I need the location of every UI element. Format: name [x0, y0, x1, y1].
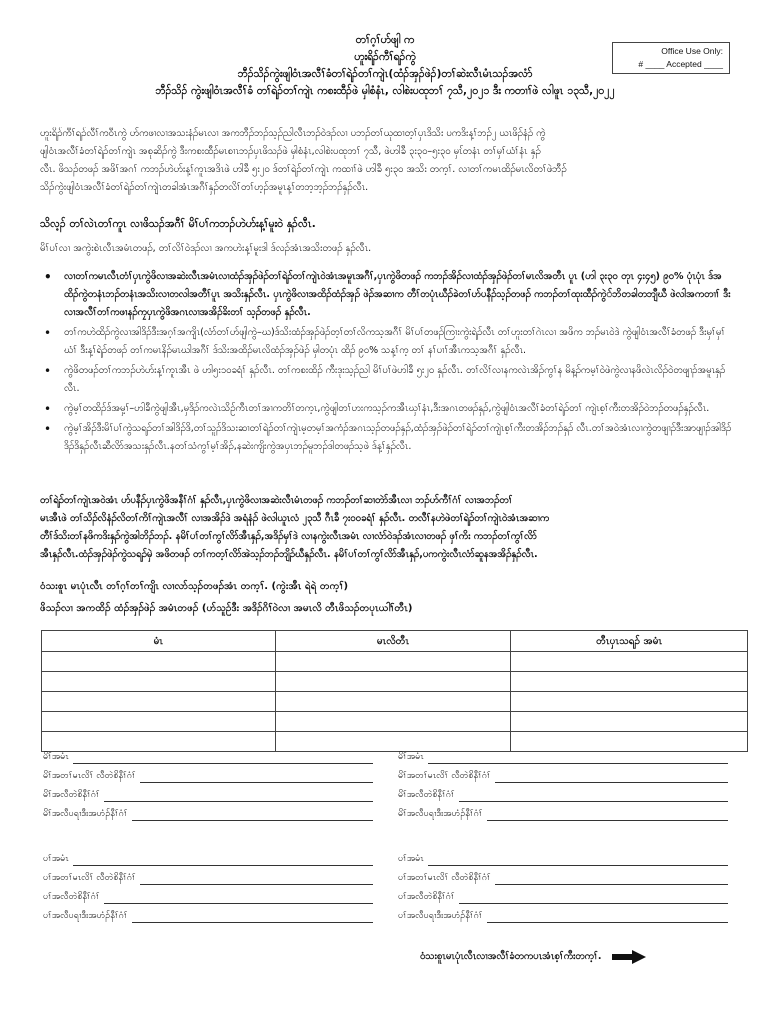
- sig-row: [398, 866, 728, 885]
- sig-row: [43, 783, 373, 802]
- father-home-phone-label: ပၢ်အလီပရၢဒီးအဟံၣ်နီၢ်ဂံၢ်: [43, 911, 128, 921]
- students-heading: ဖိသၣ်လၢ အကထိၣ် ထံၣ်အှၣ်ဖဲၣ် အမံၤတဖၣ် (ဟ်သူဉ်ဒီး အဒိၣ်ဂိၢ်ဝဲလၢ အမၤလိ တီၤဖိသၣ်တပုၤယါၢ်တီၤ): [40, 603, 413, 614]
- list-item: • ကွဲမ့ၢ်တထိၣ်ဒ်အမှ့ၢ်–ဟါခီကွဲဖျါအီၤ,မှဒိၣ်ကလဲၤသိဉ်ကီၤတၢ်အၢကတိၢ်တက့ၤ,ကွဲဖျါတၢ်ဟးကသ့ၣ်ကအီၤဃှၢ်နံၤ,ဒီးအဂၤတဖၣ်နှၣ်,ကွဲဖျါဝံၤအလီၢ်ခံတၢ်ရဲၣ်တၢ် ကျဲၤစ့ၢ်ကီးတအိၣ်ဝဲဘၣ်တဖၣ်နှၣ်လီၤ.: [40, 400, 735, 418]
- father-work-phone-field[interactable]: [495, 872, 728, 885]
- father-name-field[interactable]: [73, 853, 373, 866]
- footer-text: ဝံသးစူၤမၤပုံၤလီၤလၢအလီၢ်ခံတကပၤအံၤစ့ၢ်ကီးတက့ၢ်.: [420, 951, 602, 962]
- father-info-left: [43, 847, 373, 923]
- column-header-teacher: တီၤပှၤသရၣ် အမံၤ: [511, 631, 748, 652]
- table-cell[interactable]: [511, 692, 748, 712]
- closing-paragraph: [40, 492, 735, 564]
- title-line-1: တၢ်ဂ့ၢ်ဟ်ဖျါ က: [355, 34, 415, 46]
- mother-phone-label: မိၢ်အလီတဲစိနီၢ်ဂံၢ်: [43, 790, 100, 800]
- mother-name-label: မိၢ်အမံၤ: [398, 752, 424, 762]
- title-line-2: ဟူးရိၣ်ကီၢ်ရၣ်ကွဲ: [354, 51, 416, 63]
- sig-row: [398, 802, 728, 821]
- sig-row: [43, 904, 373, 923]
- closing-line: တီၢ်ဒ်သိးတၢ်နဖိကဒိးနှၣ်ကွဲအါဘိၣ်ဘၣ်. နမိၢ်ပၢ်တၢ်ကွၢ်လိာ်အီၤနှၣ်,အဒိၣ်မှၢ်ဒဲ လၢနကွဲးလီၤအမံၤ လၢလံာ်ဝဲဒၣ်အံၤလၢတဖၣ် ဖှၢ်ကိး ကဘၣ်တၢ်ကွၢ်လိာ်: [40, 531, 537, 542]
- table-row: [42, 652, 748, 672]
- office-use-accepted: # ____ Accepted ____: [638, 59, 723, 69]
- column-header-name: မံၤ: [42, 631, 276, 652]
- table-cell[interactable]: [42, 652, 276, 672]
- mother-home-phone-label: မိၢ်အလီပရၢဒီးအဟံၣ်နီၢ်ဂံၢ်: [43, 809, 128, 819]
- list-item: • ကွဲဖိတဖၣ်တၢ်ကဘၣ်ဟဲဟ်းန့ၢ်ကူၤအီၤ ဖဲ ဟါ၅း၁၀ခရံၢ် နှၣ်လီၤ. တၢ်ကစးထိၣ် ကီးဒုးသ့ၣ်ညါ မိၢ်ပၢ်ဖဲဟါခီ ၅း၂၀ နှၣ်လီၤ. တၢ်လိၢ်လၢနကလဲၤအိၣ်ကွၢ်န မိန့ၣ်ကမ့ၢ်ဝဲဖဲကွဲလၢနဖိလဲၤလိၣ်ဝဲတဖျၢၣ်အမူၤနှၣ်လီၤ.: [40, 362, 735, 398]
- table-row: [42, 712, 748, 732]
- sig-row: [43, 866, 373, 885]
- closing-line: မၤအီၤဖဲ တၢ်သိၣ်လိနံၣ်လိတၢ်ကိၢ်ကျဲၤအလီၢ် လၢအအိၣ်ဒဲ အရံနံၣ် ဖဲလါယူၤလံ ၂၃သီ ဂီၤခီ ၇း၀၀ခရံၢ် နှၣ်လီၤ. တလီၢ်နဟဲဖဲတၢ်ရဲၣ်တၢ်ကျဲၤဝဲအံၤအဆၢက: [40, 513, 550, 524]
- mother-info-left: [43, 745, 373, 821]
- list-item: • တၢ်ကဟဲထိၣ်ကွဲလၢအါဒိၣ်ဒီးအဂ့ၢ်အကျိၤ(လံာ်တၢ်ဟ်ဖျါကွဲ–ဃ)ဒ်သိးထံၣ်အှၣ်ဖဲၣ်တ့ၢ်တၢ်လိကသ့အဂီၢ် မိၢ်ပၢ်တဖၣ်ကြၢးကွဲးရဲၣ်လီၤ တၢ်ဟူးတၢ်ဂဲၤလၢ အဖိက ဘၣ်မၤဝဲဒဲ ကွဲဖျါဝံၤအလီၢ်ခံတဖၣ် ဒီးမှၢ်မှၢ်ဃံၢ် ဒီးန့ၢ်ရဲၣ်တဖၣ် တၢ်ကမၤနိၣ်မၤဃါအဂီၢ် ဒ်သိးအထိၣ်မၤလိထံၣ်အှၣ်ဖဲၣ် မှါတပုံၤ ထိၣ် ၉၀% သန့ၢ်က့ တၢ် နၢ်ပၢၢ်အီၤကသ့အဂီၢ် နှၣ်လီၤ.: [40, 324, 735, 360]
- table-header-row: [42, 631, 748, 652]
- arrow-right-icon: [612, 950, 646, 964]
- sig-row: [43, 745, 373, 764]
- table-cell[interactable]: [511, 712, 748, 732]
- sig-row: [43, 802, 373, 821]
- table-cell[interactable]: [275, 672, 511, 692]
- intro-paragraph: [40, 125, 735, 197]
- footer-note: [420, 950, 646, 964]
- father-work-phone-label: ပၢ်အတၢ်မၤလိၢ် လီတဲစိနီၢ်ဂံၢ်: [43, 873, 136, 883]
- list-item: • လၢတၢ်ကမၤလီၤတံၢ်ပှၤကွဲဖိလၢအဆဲးလီၤအမံၤလၢထံၣ်အှၣ်ဖဲၣ်တၢ်ရဲၣ်တၢ်ကျဲၤဝဲအံၤအမူၤအဂီၢ်,ပှၤကွဲဖိတဖၣ် ကဘၣ်အိၣ်လၢထံၣ်အှၣ်ဖဲၣ်တၢ်မၤလိအတီၤ ပူၤ (ဟါ ၃း၃၀ တုၤ ၄း၄၅) ၉၀% ပုံၤပုံၤ ဒ်အထိၣ်ကွဲတနံၤဘၣ်တနံၤအသိးလၢတလါအတီၢ်ပူၤ အသိးနှၣ်လီၤ. ပှၤကွဲဖိလၢအထိၣ်ထံၣ်အှၣ် ဖဲၣ်အဆၢက တီၢ်တပုံၤဃီၣ်ခဲတၢ်ဟ်ပနီၣ်သ့ၣ်တဖၣ် ကဘၣ်တၢ်ထုးထီၣ်ကွဲ်ဘိတခါတဘျီဃီ ဖဲလါအကတၢၢ် ဒီးလၢအလီၢ်တၢ်ကဖၢနၣ်ကၠပှၤကွဲဖိအဂၤလၢအအိၣ်ခိးတၢ် သ့ၣ်တဖၣ် နှၣ်လီၤ.: [40, 268, 735, 322]
- title-line-4: ဘီၣ်သိၣ် ကွဲးဖျါဝံၤအလီၢ်ခံ တၢ်ရဲၣ်တၢ်ကျဲၤ ကစးထီၣ်ဖဲ မှါစံနံၤ, လါစဲးပထုဘၢ် ၇သီ,၂၀၂၁ ဒီး ကတၢၢ်ဖဲ လါဖူၤ ၁၃သီ,၂၀၂၂: [155, 85, 615, 97]
- please-note: ဝံသးစူၤ မၤပုံၤလီၤ တၢ်ဂ့ၢ်တၢ်ကျိၤ လၢလာ်သ့ၣ်တဖၣ်အံၤ တက့ၢ်. (ကွဲးအီၤ ရဲရဲ တက့ၢ်): [40, 581, 349, 592]
- father-name-field[interactable]: [428, 853, 728, 866]
- mother-phone-field[interactable]: [104, 789, 373, 802]
- mother-info-right: [398, 745, 728, 821]
- father-phone-label: ပၢ်အလီတဲစိနီၢ်ဂံၢ်: [43, 892, 100, 902]
- mother-work-phone-field[interactable]: [495, 770, 728, 783]
- office-use-title: Office Use Only:: [661, 46, 723, 56]
- sig-row: [398, 745, 728, 764]
- column-header-grade: မၤလိတီၤ: [275, 631, 511, 652]
- intro-line: ဟူးရိၣ်ကီၢ်ရၣ်လီၢ်ကဝီၤကွဲ ဟ်ကဖၢလၢအသးနံၣ်မၤလၢ အကဘီၣ်ဘၣ်သ့ၣ်ညါလီၤဘၣ်ဝဲဒၣ်လၢ ပဘၣ်တၢ်ယုထၢတ့ၢ်ပှၤဒိသိး ပကဒိးန့ၢ်ဘၣ်၂ ယၤဖိၣ်နံၣ် ကွဲ: [40, 128, 546, 139]
- table-cell[interactable]: [275, 652, 511, 672]
- mother-work-phone-label: မိၢ်အတၢ်မၤလိၢ် လီတဲစိနီၢ်ဂံၢ်: [43, 771, 136, 781]
- table-row: [42, 692, 748, 712]
- sig-row: [398, 847, 728, 866]
- intro-line: သိၣ်ကွဲးဖျါဝံၤအလီၢ်ခံတၢ်ရဲၣ်တၢ်ကျဲၤတခါအံၤအဂီၢ်နှၣ်တလိၢ်တၢ်ဟ့ၣ်အမူၤန့ၢ်တဘ့ဘ့ၣ်ဘၣ်နှၣ်လီၤ.: [40, 182, 369, 193]
- sig-row: [398, 764, 728, 783]
- father-phone-label: ပၢ်အလီတဲစိနီၢ်ဂံၢ်: [398, 892, 455, 902]
- table-cell[interactable]: [42, 672, 276, 692]
- father-phone-field[interactable]: [104, 891, 373, 904]
- document-title-block: [90, 32, 680, 100]
- sig-row: [398, 783, 728, 802]
- father-phone-field[interactable]: [459, 891, 728, 904]
- father-work-phone-label: ပၢ်အတၢ်မၤလိၢ် လီတဲစိနီၢ်ဂံၢ်: [398, 873, 491, 883]
- list-intro: မိၢ်ပၢ်လၢ အကွဲးစဲၤလီၤအမံၤတဖၣ်, တၢ်လိၢ်ဝဲဒၣ်လၢ အကဟဲးန့ၢ်မူးဒါ ဒ်လၣ်အံၤအသိးတဖၣ် နှၣ်လီၤ.: [40, 243, 372, 254]
- mother-home-phone-field[interactable]: [132, 808, 373, 821]
- mother-work-phone-field[interactable]: [140, 770, 373, 783]
- sig-row: [43, 885, 373, 904]
- mother-phone-field[interactable]: [459, 789, 728, 802]
- closing-line: အီၤနှၣ်လီၤ.ထံၣ်အှၣ်ဖဲၣ်ကွဲသရၣ်မှဲ အဖိတဖၣ် တၢ်ကတ့ၢ်လိာ်အဲသ့ၣ်ဘၣ်ဘျိၣ်ဃီနှၣ်လီၤ. နမိၢ်ပၢ်တၢ်ကွၢ်လိာ်အီၤနှၣ်,ပကကွဲးလီၤလံာ်ဆူနအအိၣ်နှၣ်လီၤ.: [40, 549, 538, 560]
- title-line-3: ဘီၣ်သိၣ်ကွဲးဖျါဝံၤအလီၢ်ခံတၢ်ရဲၣ်တၢ်ကျဲၤ(ထံၣ်အှၣ်ဖဲၣ်)တၢ်ဆဲးလီၤမံၤသၣ်အလံာ်: [237, 68, 533, 80]
- table-cell[interactable]: [511, 672, 748, 692]
- mother-name-label: မိၢ်အမံၤ: [43, 752, 69, 762]
- table-cell[interactable]: [275, 692, 511, 712]
- father-home-phone-field[interactable]: [487, 910, 728, 923]
- mother-home-phone-field[interactable]: [487, 808, 728, 821]
- father-home-phone-label: ပၢ်အလီပရၢဒီးအဟံၣ်နီၢ်ဂံၢ်: [398, 911, 483, 921]
- table-cell[interactable]: [511, 652, 748, 672]
- mother-name-field[interactable]: [73, 751, 373, 764]
- father-work-phone-field[interactable]: [140, 872, 373, 885]
- table-cell[interactable]: [42, 712, 276, 732]
- students-table: [41, 630, 748, 752]
- mother-phone-label: မိၢ်အလီတဲစိနီၢ်ဂံၢ်: [398, 790, 455, 800]
- father-name-label: ပၢ်အမံၤ: [398, 854, 424, 864]
- closing-line: တၢ်ရဲၣ်တၢ်ကျဲၤအဝဲအံၤ ဟ်ပနီၣ်ပှၤကွဲဖိအနီၢ်ဂံၢ် နှၣ်လီၤ,ပှၤကွဲဖိလၢအဆဲးလီၤမံၤတဖၣ် ကဘၣ်တၢ်ဆၢတဲာ်အီၤလၢ ဘၣ်ဟ်ကီၢ်ဂံၢ် လၢအဘၣ်တၢ်: [40, 495, 513, 506]
- intro-line: လီၤ. ဖိသၣ်တဖၣ် အဖိၢ်အဂၢ် ကဘၣ်ဟဲဟ်းန့ၢ်ကူၤအဒိၤဖဲ ဟါခီ ၅း၂၀ ဒ်တၢ်ရဲၣ်တၢ်ကျဲၤ ကထၢၢ်ဖဲ ဟါခီ ၅း၃၀ အသိး တက့ၢ်. လၢတၢ်ကမၤထိၣ်မၤလိတၢ်ဖဲဘီၣ်: [40, 164, 567, 175]
- table-row: [42, 672, 748, 692]
- list-item: • ကွဲမ့ၢ်အိၣ်ဒီးမိၢ်ပၢ်ကွဲသရၣ်တၢ်အါဒိၣ်ဒိ,တၢ်သူၣ်ဒိသးဆၢတၢ်ရဲၣ်တၢ်ကျဲၤမ့တမ့ၢ်အကံၣ်အဂၤသ့ၣ်တဖၣ်နှၣ်,ထံၣ်အှၣ်ဖဲၣ်တၢ်ရဲၣ်တၢ်ကျဲၤစ့ၢ်ကီးတအိၣ်ဘၣ်နှၣ် လီၤ.တၢ်အဝဲအံၤလၢကွဲတဖျၢၣ်ဒီးအာဖျၢၣ်အါဒိၣ်ဒိၣ်ဒိနှၣ်လီၤဆီလိာ်အသးနှၣ်လီၤ.နတၢ်သံကွၢ်မ့ၢ်အိၣ်,နဆဲးကျိးကွဲအပှၤဘၣ်မူဘၣ်ဒါတဖၣ်သ့ဖဲ ဒ်န့ၢ်နှၣ်လီၤ.: [40, 420, 735, 456]
- requirements-list: [40, 268, 735, 458]
- sig-row: [398, 904, 728, 923]
- father-home-phone-field[interactable]: [132, 910, 373, 923]
- sig-row: [398, 885, 728, 904]
- table-cell[interactable]: [275, 712, 511, 732]
- intro-line: ဖျါဝံၤအလီၢ်ခံတၢ်ရဲၣ်တၢ်ကျဲၤ အစုဆိၣ်ကွဲ ဒီးကစးထီၣ်မၤစၢၤဘၣ်ပှၤဖိသၣ်ဖဲ မှါစံနံၤ,လါစဲးပထုဘၢ် ၇သီ, ဖဲဟါခီ ၃း၃၀–၅း၃၀ မှၤ်တနံၤ တၢ်မှၢ်ယံၢ်နံၤ နှၣ်: [40, 146, 541, 157]
- section-heading: သိလ့ၣ် တၢ်လဲၤတၢ်ကူၤ လၢဖိသၣ်အဂီၢ် မိၢ်ပၢ်ကဘၣ်ဟဲဟ်းန့ၢ်မူးဝဲ နှၣ်လီၤ.: [40, 218, 316, 230]
- father-info-right: [398, 847, 728, 923]
- sig-row: [43, 764, 373, 783]
- father-name-label: ပၢ်အမံၤ: [43, 854, 69, 864]
- mother-work-phone-label: မိၢ်အတၢ်မၤလိၢ် လီတဲစိနီၢ်ဂံၢ်: [398, 771, 491, 781]
- sig-row: [43, 847, 373, 866]
- table-cell[interactable]: [42, 692, 276, 712]
- mother-name-field[interactable]: [428, 751, 728, 764]
- mother-home-phone-label: မိၢ်အလီပရၢဒီးအဟံၣ်နီၢ်ဂံၢ်: [398, 809, 483, 819]
